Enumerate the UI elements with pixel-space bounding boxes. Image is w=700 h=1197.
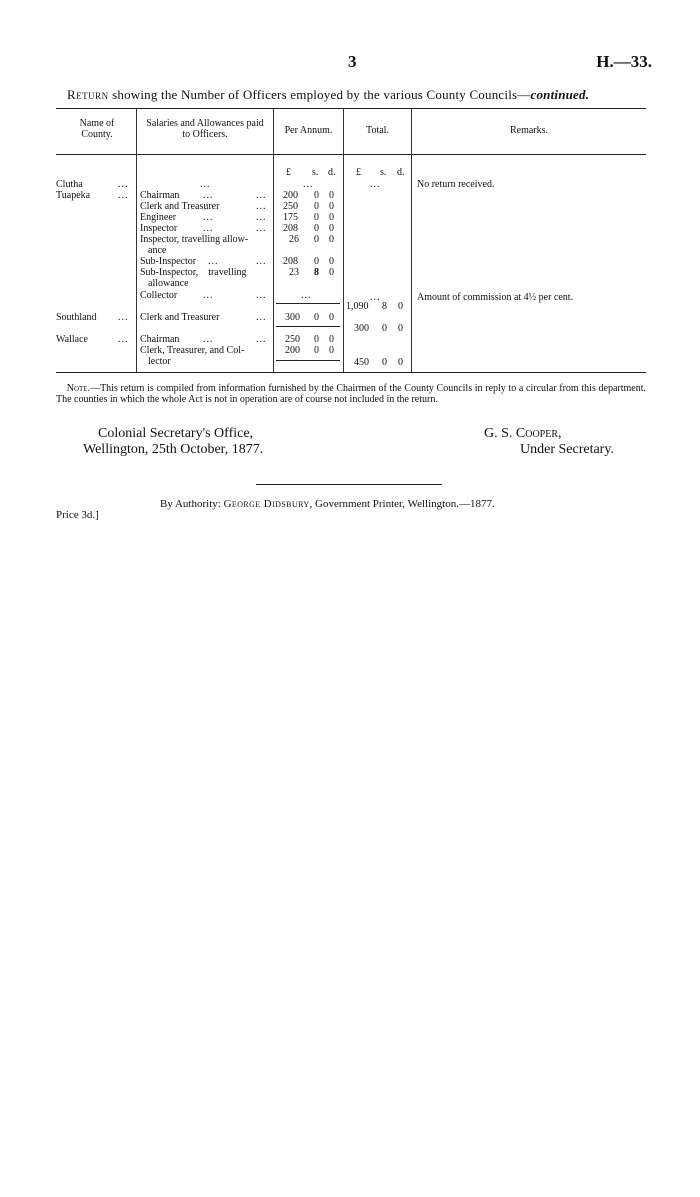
- header-remarks: Remarks.: [509, 125, 549, 136]
- currency-shillings: s.: [380, 167, 387, 178]
- currency-pence: d.: [397, 167, 405, 178]
- amount-pence: 0: [329, 267, 334, 278]
- leader-dots: ...: [118, 334, 129, 345]
- subtotal-rule: [276, 360, 340, 361]
- leader-dots: ...: [301, 290, 312, 301]
- leader-dots: ...: [208, 256, 219, 267]
- amount-pence: 0: [329, 334, 334, 345]
- amount-pounds: 300: [285, 312, 300, 323]
- officer-title: Collector: [140, 290, 178, 301]
- amount-pence: 0: [329, 234, 334, 245]
- amount-pounds: 250: [285, 334, 300, 345]
- officer-title-cont: ance: [148, 245, 167, 256]
- header-county: Name of County.: [79, 118, 115, 140]
- leader-dots: ...: [200, 179, 211, 190]
- leader-dots: ...: [203, 190, 214, 201]
- leader-dots: ...: [118, 190, 129, 201]
- amount-pounds: 200: [285, 345, 300, 356]
- amount-pence: 0: [329, 256, 334, 267]
- amount-pounds: 250: [283, 201, 298, 212]
- total-pence: 0: [398, 323, 403, 334]
- officer-title: Clerk, Treasurer, and Col-: [140, 345, 245, 356]
- col-divider: [136, 108, 137, 372]
- leader-dots: ...: [118, 179, 129, 190]
- county-name: Clutha: [56, 179, 83, 190]
- amount-shillings: 0: [314, 256, 319, 267]
- leader-dots: ...: [256, 223, 267, 234]
- amount-shillings: 0: [314, 223, 319, 234]
- officer-title: Inspector: [140, 223, 178, 234]
- amount-shillings: 0: [314, 312, 319, 323]
- printer-imprint: [160, 498, 495, 510]
- col-divider: [273, 108, 274, 372]
- leader-dots: ...: [370, 179, 381, 190]
- title-lead: Return: [67, 87, 109, 102]
- amount-pence: 0: [329, 223, 334, 234]
- leader-dots: ...: [256, 190, 267, 201]
- leader-dots: ...: [256, 256, 267, 267]
- remark: No return received.: [417, 179, 495, 190]
- signatory-position: Under Secretary.: [520, 442, 614, 457]
- total-shillings: 0: [382, 323, 387, 334]
- county-name: Southland: [56, 312, 97, 323]
- imprint-tail: , Government Printer, Wellington.—1877.: [309, 498, 495, 510]
- header-total: Total.: [366, 125, 389, 136]
- header-salaries: Salaries and Allowances paid to Officers.: [146, 118, 264, 140]
- leader-dots: ...: [203, 223, 214, 234]
- amount-shillings: 0: [314, 334, 319, 345]
- total-shillings: 0: [382, 357, 387, 368]
- leader-dots: ...: [256, 312, 267, 323]
- col-divider: [343, 108, 344, 372]
- amount-pence: 0: [329, 345, 334, 356]
- remark: Amount of commission at 4½ per cent.: [417, 292, 574, 303]
- amount-pounds: 200: [283, 190, 298, 201]
- signatory-name: G. S. Cooper,: [484, 426, 562, 441]
- amount-shillings: 0: [314, 201, 319, 212]
- page-number: 3: [348, 52, 357, 71]
- table-header-rule: [56, 154, 646, 155]
- currency-pounds: £: [286, 167, 291, 178]
- table-bottom-rule: [56, 372, 646, 373]
- report-code: H.—33.: [596, 52, 652, 71]
- leader-dots: ...: [203, 334, 214, 345]
- total-pounds: 1,090: [346, 301, 369, 312]
- county-name: Wallace: [56, 334, 88, 345]
- subtotal-rule: [276, 303, 340, 304]
- officer-title: Sub-Inspector: [140, 256, 197, 267]
- officer-title: Sub-Inspector, travelling: [140, 267, 247, 278]
- footnote-label: Note.: [66, 383, 91, 394]
- amount-pence: 0: [329, 201, 334, 212]
- currency-pounds: £: [356, 167, 361, 178]
- officer-title-cont: lector: [148, 356, 171, 367]
- amount-pounds: 175: [283, 212, 298, 223]
- amount-pounds: 208: [283, 256, 298, 267]
- leader-dots: ...: [118, 312, 129, 323]
- total-pence: 0: [398, 301, 403, 312]
- amount-shillings: 0: [314, 345, 319, 356]
- amount-pence: 0: [329, 190, 334, 201]
- footnote: [56, 383, 646, 405]
- title-body: showing the Number of Officers employed by the various County Councils—: [108, 87, 531, 102]
- leader-dots: ...: [370, 292, 381, 303]
- leader-dots: ...: [256, 212, 267, 223]
- leader-dots: ...: [203, 290, 214, 301]
- total-pounds: 300: [354, 323, 369, 334]
- currency-shillings: s.: [312, 167, 319, 178]
- subtotal-rule: [276, 326, 340, 327]
- printer-name: George Didsbury: [223, 498, 310, 510]
- amount-pounds: 23: [289, 267, 299, 278]
- officer-title: Inspector, travelling allow-: [140, 234, 249, 245]
- total-pence: 0: [398, 357, 403, 368]
- price: Price 3d.]: [56, 509, 99, 521]
- table-top-rule: [56, 108, 646, 109]
- officer-title: Clerk and Treasurer: [140, 201, 220, 212]
- amount-shillings: 8: [314, 267, 319, 278]
- total-pounds: 450: [354, 357, 369, 368]
- county-name: Tuapeka: [56, 190, 91, 201]
- amount-shillings: 0: [314, 190, 319, 201]
- officer-title: Chairman: [140, 190, 180, 201]
- footer-rule: [256, 484, 442, 485]
- officer-title: Engineer: [140, 212, 177, 223]
- leader-dots: ...: [256, 201, 267, 212]
- amount-shillings: 0: [314, 212, 319, 223]
- total-shillings: 8: [382, 301, 387, 312]
- table-title: [67, 87, 589, 103]
- title-tail: continued.: [530, 87, 590, 102]
- officer-title: Chairman: [140, 334, 180, 345]
- leader-dots: ...: [256, 334, 267, 345]
- leader-dots: ...: [256, 290, 267, 301]
- header-per-annum: Per Annum.: [284, 125, 333, 136]
- amount-pounds: 208: [283, 223, 298, 234]
- office-line2: Wellington, 25th October, 1877.: [83, 442, 264, 457]
- imprint-lead: By Authority:: [160, 498, 224, 510]
- amount-pounds: 26: [289, 234, 299, 245]
- officer-title-cont: allowance: [148, 278, 189, 289]
- currency-pence: d.: [328, 167, 336, 178]
- officer-title: Clerk and Treasurer: [140, 312, 220, 323]
- leader-dots: ...: [303, 179, 314, 190]
- leader-dots: ...: [203, 212, 214, 223]
- amount-pence: 0: [329, 312, 334, 323]
- footnote-text: —This return is compiled from information furnished by the Chairmen of the County Councils in reply to a circular from this department. The counties in which the whole Act is not in operation are of course not included in the return.: [56, 383, 646, 405]
- office-line1: Colonial Secretary's Office,: [98, 426, 254, 441]
- col-divider: [411, 108, 412, 372]
- amount-shillings: 0: [314, 234, 319, 245]
- amount-pence: 0: [329, 212, 334, 223]
